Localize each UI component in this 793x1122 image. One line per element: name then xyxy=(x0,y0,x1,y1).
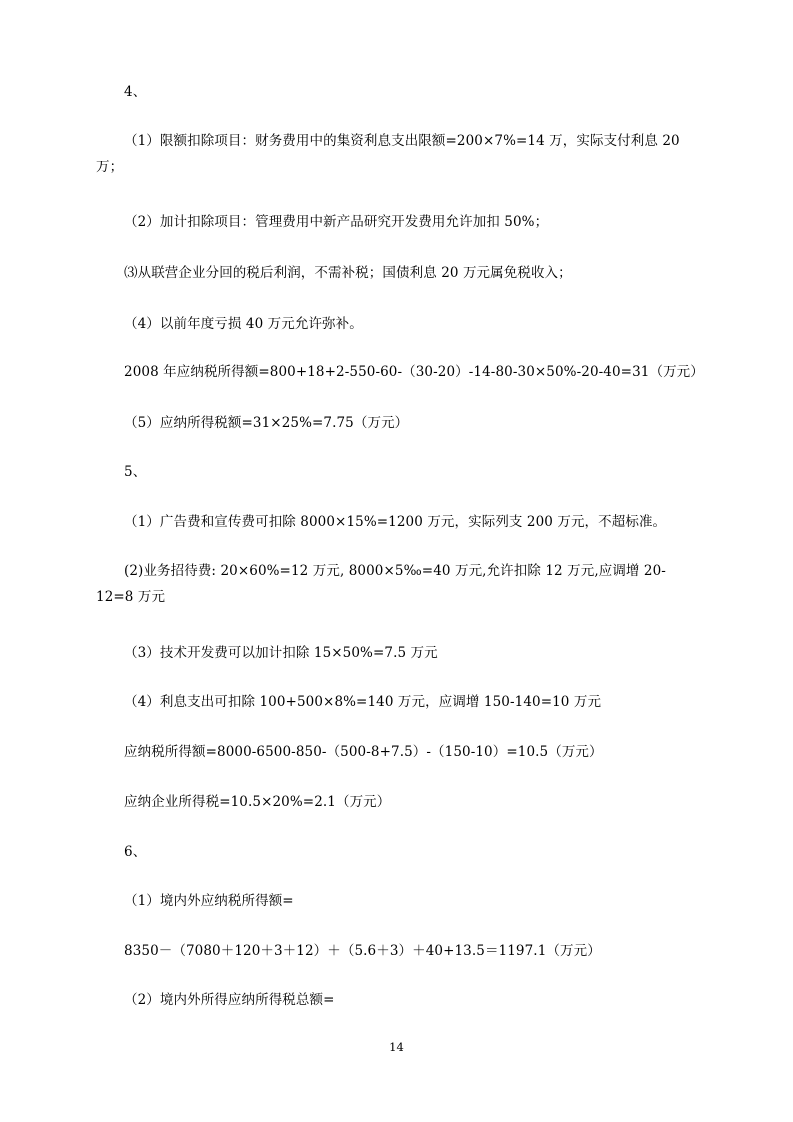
section-5-item-4: （4）利息支出可扣除 100+500×8%=140 万元，应调增 150-140=10 万元 xyxy=(124,694,602,710)
section-5-heading: 5、 xyxy=(124,464,147,480)
section-6-item-1-calculation: 8350－（7080＋120＋3＋12）＋（5.6＋3）＋40+13.5＝1197.1（万元） xyxy=(124,943,601,959)
section-5-item-1: （1）广告费和宣传费可扣除 8000×15%=1200 万元，实际列支 200 万元，不超标准。 xyxy=(124,514,667,530)
section-5-taxable-income: 应纳税所得额=8000-6500-850-（500-8+7.5）-（150-10）=10.5（万元） xyxy=(124,744,603,760)
section-5-item-3: （3）技术开发费可以加计扣除 15×50%=7.5 万元 xyxy=(124,645,438,661)
section-4-item-1: （1）限额扣除项目：财务费用中的集资利息支出限额=200×7%=14 万，实际支付利息 20 万； xyxy=(96,133,680,175)
section-5-income-tax: 应纳企业所得税=10.5×20%=2.1（万元） xyxy=(124,794,391,810)
section-4-item-3: ⑶从联营企业分回的税后利润，不需补税；国债利息 20 万元属免税收入； xyxy=(124,265,572,281)
section-6-heading: 6、 xyxy=(124,844,147,860)
section-4-item-4: （4）以前年度亏损 40 万元允许弥补。 xyxy=(124,316,363,332)
section-4-item-5: （5）应纳所得税额=31×25%=7.75（万元） xyxy=(124,415,409,431)
section-5-item-2: (2)业务招待费: 20×60%=12 万元, 8000×5‰=40 万元,允许扣除 12 万元,应调增 20-12=8 万元 xyxy=(96,563,666,605)
section-4-calculation: 2008 年应纳税所得额=800+18+2-550-60-（30-20）-14-80-30×50%-20-40=31（万元） xyxy=(124,364,704,380)
section-4-item-2: （2）加计扣除项目：管理费用中新产品研究开发费用允许加扣 50%； xyxy=(124,214,549,230)
section-4-heading: 4、 xyxy=(124,84,147,100)
page-number: 14 xyxy=(389,1040,404,1054)
section-6-item-2: （2）境内外所得应纳所得税总额= xyxy=(124,992,335,1008)
section-6-item-1: （1）境内外应纳税所得额= xyxy=(124,893,294,909)
